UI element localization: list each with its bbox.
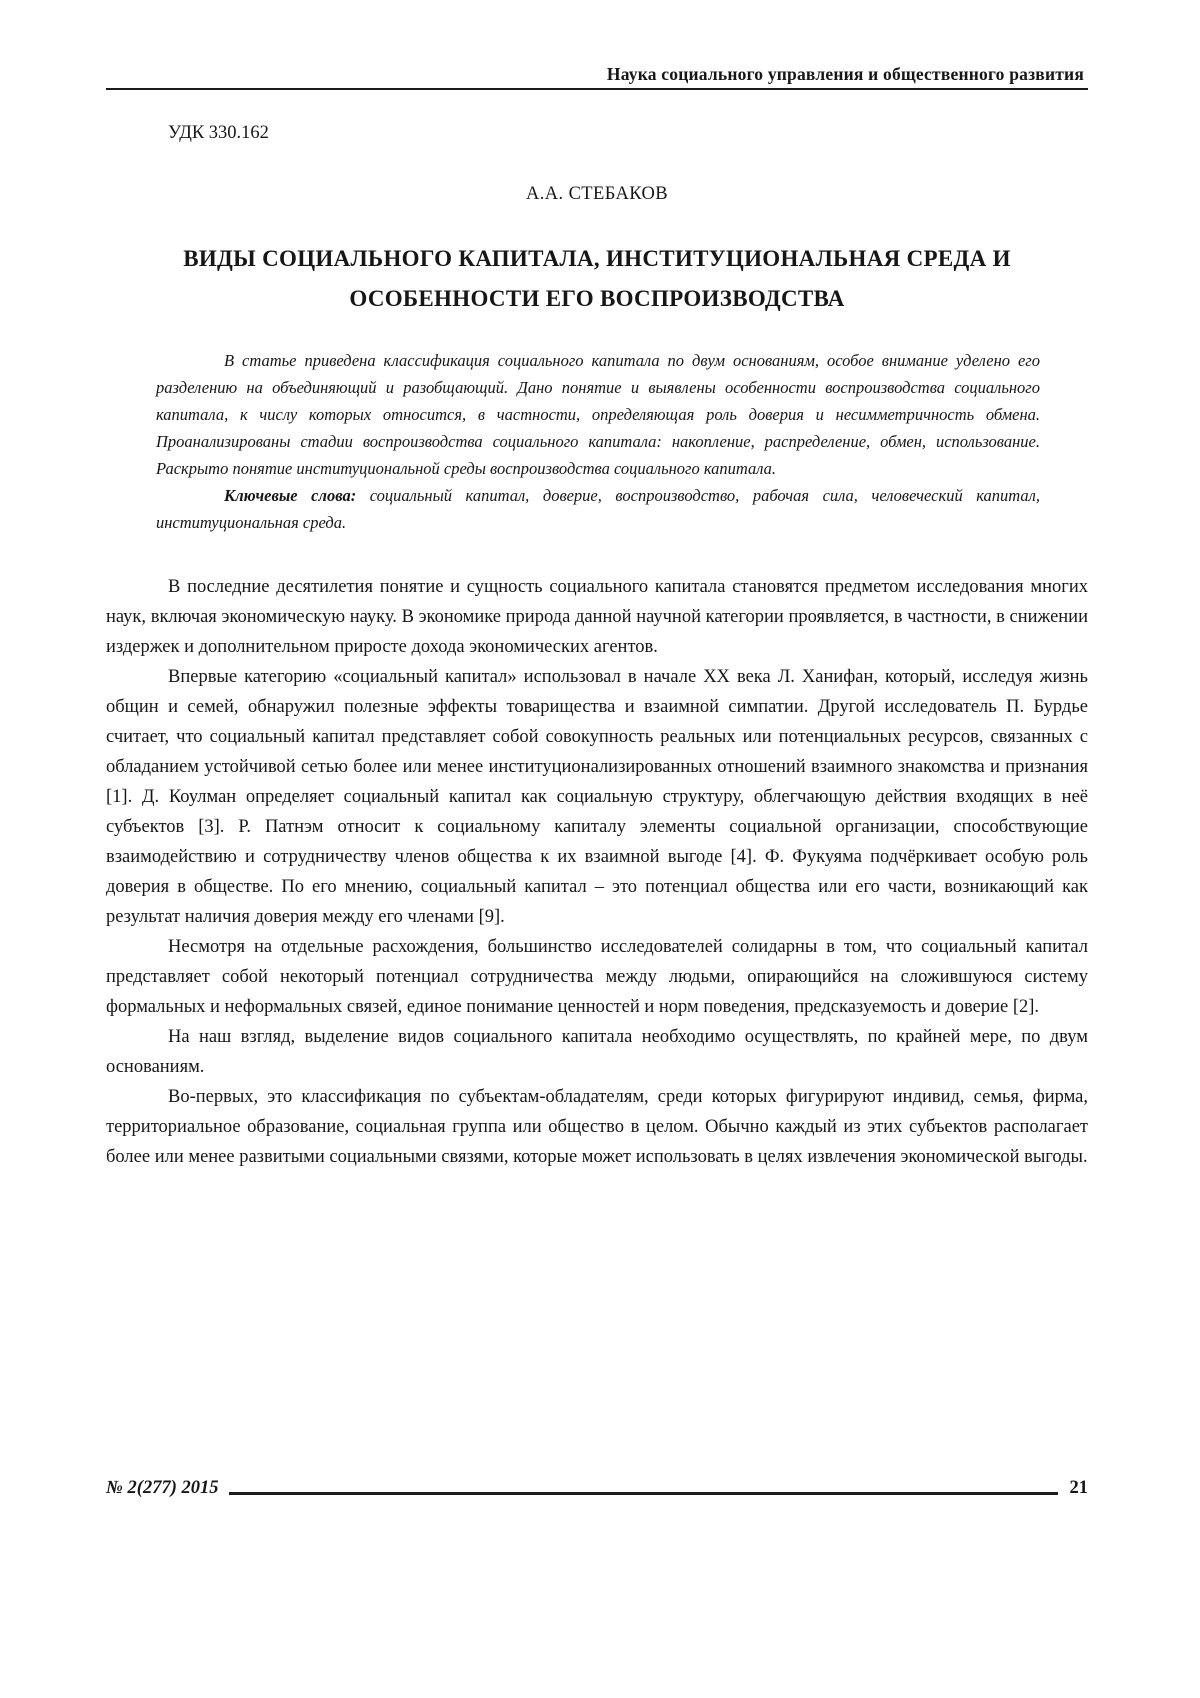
body-paragraph-3: Несмотря на отдельные расхождения, большинство исследователей солидарны в том, что социальный капитал представляет собой некоторый потенциал сотрудничества между людьми, опирающийся на сложившуюся систему формальных и неформальных связей, единое понимание ценностей и норм поведения, предсказуемость и доверие [2].	[106, 937, 1088, 1017]
journal-title: Наука социального управления и общественного развития	[606, 64, 1084, 84]
keywords-line	[156, 482, 1040, 536]
body-paragraph-2: Впервые категорию «социальный капитал» использовал в начале XX века Л. Ханифан, который, исследуя жизнь общин и семей, обнаружил полезные эффекты товарищества и взаимной симпатии. Другой исследователь П. Бурдье считает, что социальный капитал представляет собой совокупность реальных или потенциальных ресурсов, связанных с обладанием устойчивой сетью более или менее институционализированных отношений взаимного знакомства и признания [1]. Д. Коулман определяет социальный капитал как социальную структуру, облегчающую действия входящих в неё субъектов [3]. Р. Патнэм относит к социальному капиталу элементы социальной организации, способствующие взаимодействию и сотрудничеству членов общества к их взаимной выгоде [4]. Ф. Фукуяма подчёркивает особую роль доверия в обществе. По его мнению, социальный капитал – это потенциал общества или его части, возникающий как результат наличия доверия между его членами [9].	[106, 667, 1088, 927]
author-name: А.А. СТЕБАКОВ	[525, 184, 669, 204]
udk-number: УДК 330.162	[168, 123, 269, 143]
keywords-text: социальный капитал, доверие, воспроизводство, рабочая сила, человеческий капитал, институциональная среда.	[156, 486, 1040, 532]
keywords-label: Ключевые слова:	[224, 486, 357, 505]
footer-rule	[229, 1492, 1058, 1495]
body-paragraph-5: Во-первых, это классификация по субъектам-обладателям, среди которых фигурируют индивид, семья, фирма, территориальное образование, социальная группа или общество в целом. Обычно каждый из этих субъектов располагает более или менее развитыми социальными связями, которые может использовать в целях извлечения экономической выгоды.	[106, 1087, 1088, 1167]
article-body	[106, 572, 1088, 1172]
article-title: ВИДЫ СОЦИАЛЬНОГО КАПИТАЛА, ИНСТИТУЦИОНАЛЬНАЯ СРЕДА И ОСОБЕННОСТИ ЕГО ВОСПРОИЗВОДСТВА	[183, 246, 1011, 311]
body-paragraph-4: На наш взгляд, выделение видов социального капитала необходимо осуществлять, по крайней мере, по двум основаниям.	[106, 1027, 1088, 1077]
body-paragraph-1: В последние десятилетия понятие и сущность социального капитала становятся предметом исследования многих наук, включая экономическую науку. В экономике природа данной научной категории проявляется, в частности, в снижении издержек и дополнительном приросте дохода экономических агентов.	[106, 577, 1088, 657]
issue-label: № 2(277) 2015	[106, 1478, 219, 1498]
page-footer	[106, 1478, 1088, 1499]
abstract-block	[156, 347, 1040, 536]
journal-header	[106, 64, 1088, 90]
page-number: 21	[1069, 1478, 1088, 1498]
abstract-text: В статье приведена классификация социального капитала по двум основаниям, особое внимание уделено его разделению на объединяющий и разобщающий. Дано понятие и выявлены особенности воспроизводства социального капитала, к числу которых относится, в частности, определяющая роль доверия и несимметричность обмена. Проанализированы стадии воспроизводства социального капитала: накопление, распределение, обмен, использование. Раскрыто понятие институциональной среды воспроизводства социального капитала.	[156, 351, 1040, 478]
